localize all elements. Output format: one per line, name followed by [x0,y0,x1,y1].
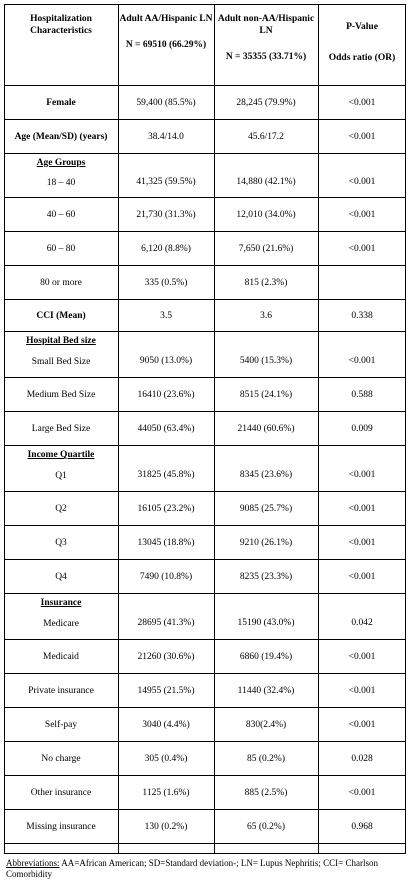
row-label-cell [4,300,118,331]
aa-hispanic-value-cell [118,446,214,491]
row-label: 80 or more [40,277,82,288]
row-label-cell [4,446,118,491]
row-label: Q4 [55,571,67,582]
p-value: <0.001 [348,355,376,366]
abbreviations-label: Abbreviations: [6,858,60,868]
table-row [4,708,406,742]
row-label-cell [4,154,118,197]
aa-hispanic-value-cell [118,198,214,231]
non-aa-hispanic-value: 85 (0.2%) [247,753,285,764]
non-aa-hispanic-value: 14,880 (42.1%) [236,176,296,187]
p-value: <0.001 [348,571,376,582]
row-label-cell [4,412,118,445]
non-aa-hispanic-value: 3.6 [260,310,272,321]
non-aa-hispanic-value-cell [214,776,318,809]
row-label-cell [4,594,118,639]
non-aa-hispanic-value: 45.6/17.2 [248,131,284,142]
non-aa-hispanic-value: 8235 (23.3%) [239,571,293,582]
p-value-cell [318,526,406,559]
p-value-cell [318,594,406,639]
column-divider [318,4,319,854]
non-aa-hispanic-value: 12,010 (34.0%) [236,209,296,220]
aa-hispanic-value: 6,120 (8.8%) [141,243,191,254]
non-aa-hispanic-value-cell [214,232,318,265]
p-value: 0.009 [351,423,373,434]
aa-hispanic-value: 13045 (18.8%) [137,537,195,548]
aa-hispanic-value: 31825 (45.8%) [137,469,195,480]
header-characteristics-label: Hospitalization Characteristics [30,14,92,36]
aa-hispanic-value-cell [118,526,214,559]
table-row [4,594,406,640]
p-value-cell [318,674,406,707]
non-aa-hispanic-value-cell [214,120,318,153]
row-label-cell [4,86,118,119]
header-aa-hispanic-title: Adult AA/Hispanic LN [119,14,213,24]
row-label: 18 – 40 [46,178,76,188]
aa-hispanic-value: 38.4/14.0 [148,131,184,142]
p-value-cell [318,560,406,593]
table-row [4,198,406,232]
aa-hispanic-value: 59,400 (85.5%) [136,97,196,108]
group-heading: Age Groups [36,158,86,168]
row-label-cell [4,526,118,559]
header-non-aa-hispanic-title: Adult non-AA/Hispanic LN [217,14,315,36]
p-value-cell [318,446,406,491]
p-value: <0.001 [348,97,376,108]
aa-hispanic-value-cell [118,332,214,377]
table-row [4,300,406,332]
table-row [4,776,406,810]
aa-hispanic-value: 1125 (1.6%) [142,787,190,798]
table-row [4,332,406,378]
table-row [4,560,406,594]
table-row [4,86,406,120]
non-aa-hispanic-value: 15190 (43.0%) [237,617,295,628]
aa-hispanic-value: 7490 (10.8%) [139,571,193,582]
table-row [4,446,406,492]
header-odds-ratio: Odds ratio (OR) [328,53,396,63]
group-heading: Insurance [40,598,82,608]
table-row [4,742,406,776]
p-value: <0.001 [348,651,376,662]
non-aa-hispanic-value: 815 (2.3%) [244,277,288,288]
non-aa-hispanic-value: 8345 (23.6%) [239,469,293,480]
non-aa-hispanic-value-cell [214,810,318,843]
aa-hispanic-value-cell [118,300,214,331]
row-label: Small Bed Size [31,357,91,367]
p-value: <0.001 [348,787,376,798]
p-value-cell [318,266,406,299]
non-aa-hispanic-value-cell [214,674,318,707]
row-label-cell [4,492,118,525]
aa-hispanic-value-cell [118,412,214,445]
row-label: Medicaid [43,651,79,662]
table-row [4,154,406,198]
p-value: 0.588 [351,389,373,400]
non-aa-hispanic-value-cell [214,560,318,593]
table-row [4,526,406,560]
aa-hispanic-value: 3.5 [160,310,172,321]
non-aa-hispanic-value: 65 (0.2%) [247,821,285,832]
aa-hispanic-value: 3040 (4.4%) [142,719,190,730]
row-label: Age (Mean/SD) (years) [14,131,108,142]
row-label-cell [4,810,118,843]
row-label-cell [4,742,118,775]
non-aa-hispanic-value-cell [214,526,318,559]
row-label-cell [4,378,118,411]
row-label: 40 – 60 [46,209,76,220]
aa-hispanic-value-cell [118,742,214,775]
non-aa-hispanic-value: 830(2.4%) [245,719,287,730]
non-aa-hispanic-value-cell [214,300,318,331]
non-aa-hispanic-value-cell [214,266,318,299]
aa-hispanic-value-cell [118,560,214,593]
row-label-cell [4,266,118,299]
non-aa-hispanic-value-cell [214,742,318,775]
group-heading: Hospital Bed size [26,336,96,346]
non-aa-hispanic-value: 7,650 (21.6%) [238,243,294,254]
abbreviations-footnote [6,858,406,880]
non-aa-hispanic-value: 28,245 (79.9%) [236,97,296,108]
row-label-cell [4,640,118,673]
aa-hispanic-value-cell [118,594,214,639]
aa-hispanic-value: 28695 (41.3%) [137,617,195,628]
non-aa-hispanic-value: 21440 (60.6%) [237,423,295,434]
header-non-aa-hispanic [214,4,318,85]
header-non-aa-hispanic-n: N = 35355 (33.71%) [225,52,307,62]
p-value-cell [318,742,406,775]
p-value-cell [318,332,406,377]
non-aa-hispanic-value-cell [214,154,318,197]
aa-hispanic-value: 41,325 (59.5%) [136,176,196,187]
p-value-cell [318,810,406,843]
p-value: <0.001 [348,503,376,514]
row-label-cell [4,232,118,265]
row-label: Private insurance [28,685,94,696]
non-aa-hispanic-value-cell [214,198,318,231]
non-aa-hispanic-value: 6860 (19.4%) [239,651,293,662]
group-heading: Income Quartile [27,450,95,460]
row-label-cell [4,560,118,593]
non-aa-hispanic-value-cell [214,332,318,377]
row-label-cell [4,674,118,707]
aa-hispanic-value: 130 (0.2%) [144,821,188,832]
p-value-cell [318,378,406,411]
aa-hispanic-value: 16410 (23.6%) [137,389,195,400]
p-value: <0.001 [348,469,376,480]
aa-hispanic-value: 21,730 (31.3%) [136,209,196,220]
table-row [4,120,406,154]
table-row [4,492,406,526]
row-label-cell [4,708,118,741]
aa-hispanic-value-cell [118,378,214,411]
aa-hispanic-value-cell [118,810,214,843]
row-label: Q1 [55,471,67,481]
table-row [4,412,406,446]
aa-hispanic-value-cell [118,708,214,741]
header-aa-hispanic-n: N = 69510 (66.29%) [125,40,207,50]
p-value: <0.001 [348,209,376,220]
row-label: 60 – 80 [46,243,76,254]
header-p-value [318,4,406,85]
p-value-cell [318,492,406,525]
header-aa-hispanic [118,4,214,85]
header-p-value-title: P-Value [346,22,378,32]
p-value: 0.042 [351,617,373,628]
row-label: Missing insurance [26,821,96,832]
table-row [4,674,406,708]
row-label: Self-pay [44,719,78,730]
non-aa-hispanic-value: 9210 (26.1%) [239,537,293,548]
header-characteristics [4,4,118,85]
p-value: 0.338 [351,310,373,321]
non-aa-hispanic-value-cell [214,378,318,411]
p-value-cell [318,198,406,231]
non-aa-hispanic-value-cell [214,446,318,491]
column-divider [118,4,119,854]
p-value-cell [318,776,406,809]
p-value-cell [318,412,406,445]
table-row [4,640,406,674]
p-value: 0.968 [351,821,373,832]
abbreviations-text: AA=African American; SD=Standard deviation-; LN= Lupus Nephritis; CCI= Charlson Comorbidity [6,858,379,879]
non-aa-hispanic-value-cell [214,412,318,445]
row-label: Medium Bed Size [26,389,96,400]
p-value: 0.028 [351,753,373,764]
aa-hispanic-value: 14955 (21.5%) [137,685,195,696]
column-divider [214,4,215,854]
p-value: <0.001 [348,537,376,548]
row-label: Other insurance [30,787,92,798]
aa-hispanic-value: 16105 (23.2%) [137,503,195,514]
non-aa-hispanic-value-cell [214,640,318,673]
p-value-cell [318,120,406,153]
table-row [4,266,406,300]
aa-hispanic-value: 305 (0.4%) [144,753,188,764]
non-aa-hispanic-value-cell [214,594,318,639]
non-aa-hispanic-value-cell [214,708,318,741]
aa-hispanic-value: 21260 (30.6%) [137,651,195,662]
table-row [4,810,406,844]
table-header-row [4,4,406,86]
row-label: Medicare [43,619,79,629]
aa-hispanic-value-cell [118,640,214,673]
row-label-cell [4,776,118,809]
row-label-cell [4,120,118,153]
aa-hispanic-value: 44050 (63.4%) [137,423,195,434]
table-row [4,378,406,412]
p-value-cell [318,86,406,119]
p-value: <0.001 [348,243,376,254]
table-row [4,232,406,266]
p-value-cell [318,154,406,197]
p-value-cell [318,300,406,331]
aa-hispanic-value-cell [118,674,214,707]
row-label-cell [4,332,118,377]
row-label: Large Bed Size [31,423,91,434]
non-aa-hispanic-value: 8515 (24.1%) [239,389,293,400]
aa-hispanic-value: 9050 (13.0%) [139,355,193,366]
row-label: Q2 [55,503,67,514]
aa-hispanic-value-cell [118,120,214,153]
aa-hispanic-value-cell [118,492,214,525]
aa-hispanic-value-cell [118,776,214,809]
p-value-cell [318,232,406,265]
non-aa-hispanic-value-cell [214,86,318,119]
non-aa-hispanic-value: 5400 (15.3%) [239,355,293,366]
p-value-cell [318,640,406,673]
non-aa-hispanic-value: 885 (2.5%) [244,787,288,798]
aa-hispanic-value: 335 (0.5%) [144,277,188,288]
row-label: Female [46,97,76,108]
p-value-cell [318,708,406,741]
row-label: CCI (Mean) [36,310,86,321]
row-label-cell [4,198,118,231]
aa-hispanic-value-cell [118,86,214,119]
aa-hispanic-value-cell [118,266,214,299]
non-aa-hispanic-value: 9085 (25.7%) [239,503,293,514]
non-aa-hispanic-value-cell [214,492,318,525]
p-value: <0.001 [348,131,376,142]
p-value: <0.001 [348,685,376,696]
non-aa-hispanic-value: 11440 (32.4%) [237,685,295,696]
row-label: No charge [41,753,81,764]
aa-hispanic-value-cell [118,232,214,265]
p-value: <0.001 [348,176,376,187]
aa-hispanic-value-cell [118,154,214,197]
row-label: Q3 [55,537,67,548]
p-value: <0.001 [348,719,376,730]
